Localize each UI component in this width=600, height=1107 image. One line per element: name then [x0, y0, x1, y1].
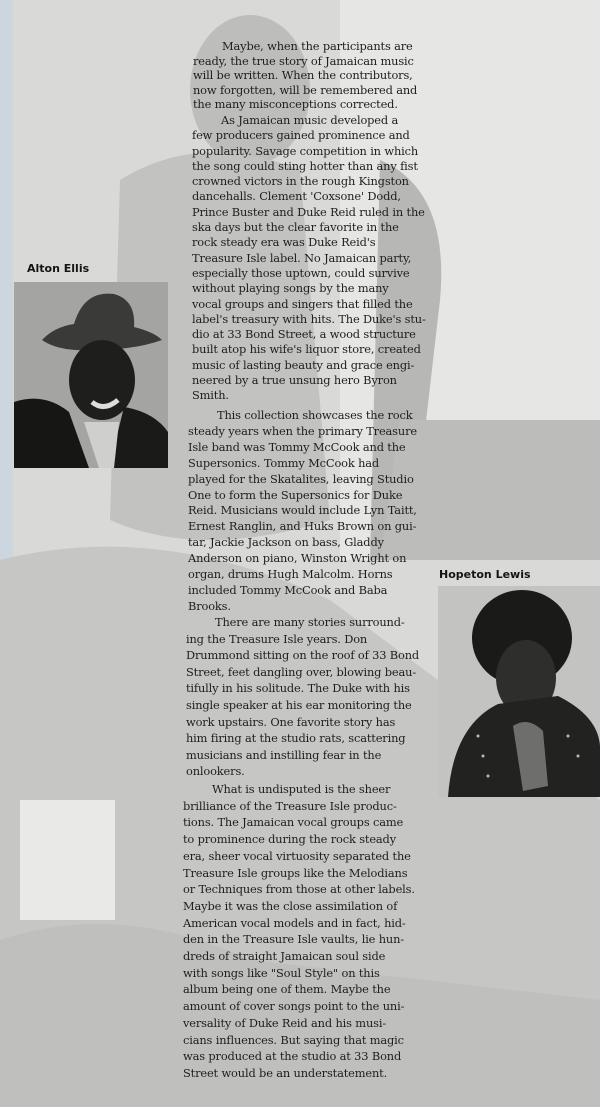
caption-hopeton-lewis: Hopeton Lewis [439, 568, 531, 581]
text-line: organ, drums Hugh Malcolm. Horns [188, 567, 393, 582]
text-line: included Tommy McCook and Baba [188, 582, 388, 597]
text-line: One to form the Supersonics for Duke [188, 487, 403, 502]
text-line: era, sheer vocal virtuosity separated the [183, 848, 411, 863]
text-line: work upstairs. One favorite story has [186, 714, 396, 729]
text-line: built atop his wife's liquor store, created [192, 342, 421, 357]
text-line: Maybe it was the close assimilation of [183, 898, 398, 913]
text-line: onlookers. [186, 764, 245, 779]
text-line: tions. The Jamaican vocal groups came [183, 815, 404, 830]
text-line: Ernest Ranglin, and Huks Brown on gui- [188, 519, 417, 534]
text-line: cians influences. But saying that magic [183, 1032, 404, 1047]
text-line: vocal groups and singers that filled the [192, 296, 413, 311]
text-line: especially those uptown, could survive [192, 265, 410, 280]
text-line: label's treasury with hits. The Duke's stu- [192, 311, 426, 326]
text-line: musicians and instilling fear in the [186, 747, 382, 762]
text-line: him firing at the studio rats, scattering [186, 731, 406, 746]
text-line: What is undisputed is the sheer [212, 782, 391, 796]
text-line: dio at 33 Bond Street, a wood structure [192, 327, 416, 342]
text-line: Brooks. [188, 598, 231, 613]
text-line: Reid. Musicians would include Lyn Taitt, [188, 503, 417, 518]
text-line: or Techniques from those at other labels. [183, 882, 415, 897]
caption-alton-ellis: Alton Ellis [27, 262, 90, 275]
text-line: ing the Treasure Isle years. Don [186, 631, 368, 646]
text-line: Street, feet dangling over, blowing beau- [186, 664, 417, 679]
text-line: without playing songs by the many [192, 281, 389, 296]
text-line: now forgotten, will be remembered and [193, 82, 418, 97]
text-line: den in the Treasure Isle vaults, lie hun- [183, 932, 405, 947]
text-line: Anderson on piano, Winston Wright on [188, 551, 407, 566]
text-line: dreds of straight Jamaican soul side [183, 949, 386, 964]
paragraph-3 [188, 408, 417, 615]
text-line: was produced at the studio at 33 Bond [183, 1049, 402, 1064]
text-line: Supersonics. Tommy McCook had [188, 455, 380, 470]
paragraph-4 [186, 614, 419, 780]
text-line: Treasure Isle label. No Jamaican party, [192, 250, 412, 265]
text-line: tifully in his solitude. The Duke with his [186, 681, 410, 696]
text-line: to prominence during the rock steady [183, 832, 396, 847]
text-line: As Jamaican music developed a [221, 113, 399, 127]
text-line: the song could sting hotter than any fist [192, 158, 418, 173]
text-line: ready, the true story of Jamaican music [193, 53, 414, 68]
text-line: few producers gained prominence and [192, 128, 410, 143]
text-line: single speaker at his ear monitoring the [186, 697, 412, 712]
text-line: will be written. When the contributors, [193, 68, 413, 83]
text-line: Smith. [192, 388, 229, 403]
paragraph-1 [193, 39, 417, 112]
text-line: ska days but the clear favorite in the [192, 220, 399, 235]
text-line: played for the Skatalites, leaving Studio [188, 471, 414, 486]
photo-hopeton-lewis [438, 586, 600, 797]
photo-alton-ellis [14, 282, 168, 468]
text-line: popularity. Savage competition in which [192, 143, 419, 158]
text-line: album being one of them. Maybe the [183, 982, 391, 997]
text-line: with songs like "Soul Style" on this [183, 965, 380, 980]
paragraph-5 [183, 781, 415, 1082]
text-line: American vocal models and in fact, hid- [183, 915, 406, 930]
text-line: tar, Jackie Jackson on bass, Gladdy [188, 535, 384, 550]
text-line: Treasure Isle groups like the Melodians [183, 865, 408, 880]
text-line: rock steady era was Duke Reid's [192, 235, 376, 250]
text-line: Street would be an understatement. [183, 1065, 388, 1080]
text-line: This collection showcases the rock [217, 408, 413, 422]
text-line: music of lasting beauty and grace engi- [192, 357, 415, 372]
text-line: There are many stories surround- [215, 615, 405, 629]
text-line: steady years when the primary Treasure [188, 423, 417, 438]
text-line: the many misconceptions corrected. [193, 97, 398, 112]
text-line: versality of Duke Reid and his musi- [183, 1015, 387, 1030]
text-line: amount of cover songs point to the uni- [183, 999, 405, 1014]
text-line: neered by a true unsung hero Byron [192, 373, 397, 388]
text-line: dancehalls. Clement 'Coxsone' Dodd, [192, 189, 401, 204]
text-line: brilliance of the Treasure Isle produc- [183, 798, 397, 813]
text-line: Maybe, when the participants are [222, 39, 413, 53]
paragraph-2 [192, 113, 426, 404]
text-line: Isle band was Tommy McCook and the [188, 439, 406, 454]
text-line: crowned victors in the rough Kingston [192, 174, 409, 189]
text-line: Drummond sitting on the roof of 33 Bond [186, 648, 420, 663]
text-line: Prince Buster and Duke Reid ruled in the [192, 204, 425, 219]
